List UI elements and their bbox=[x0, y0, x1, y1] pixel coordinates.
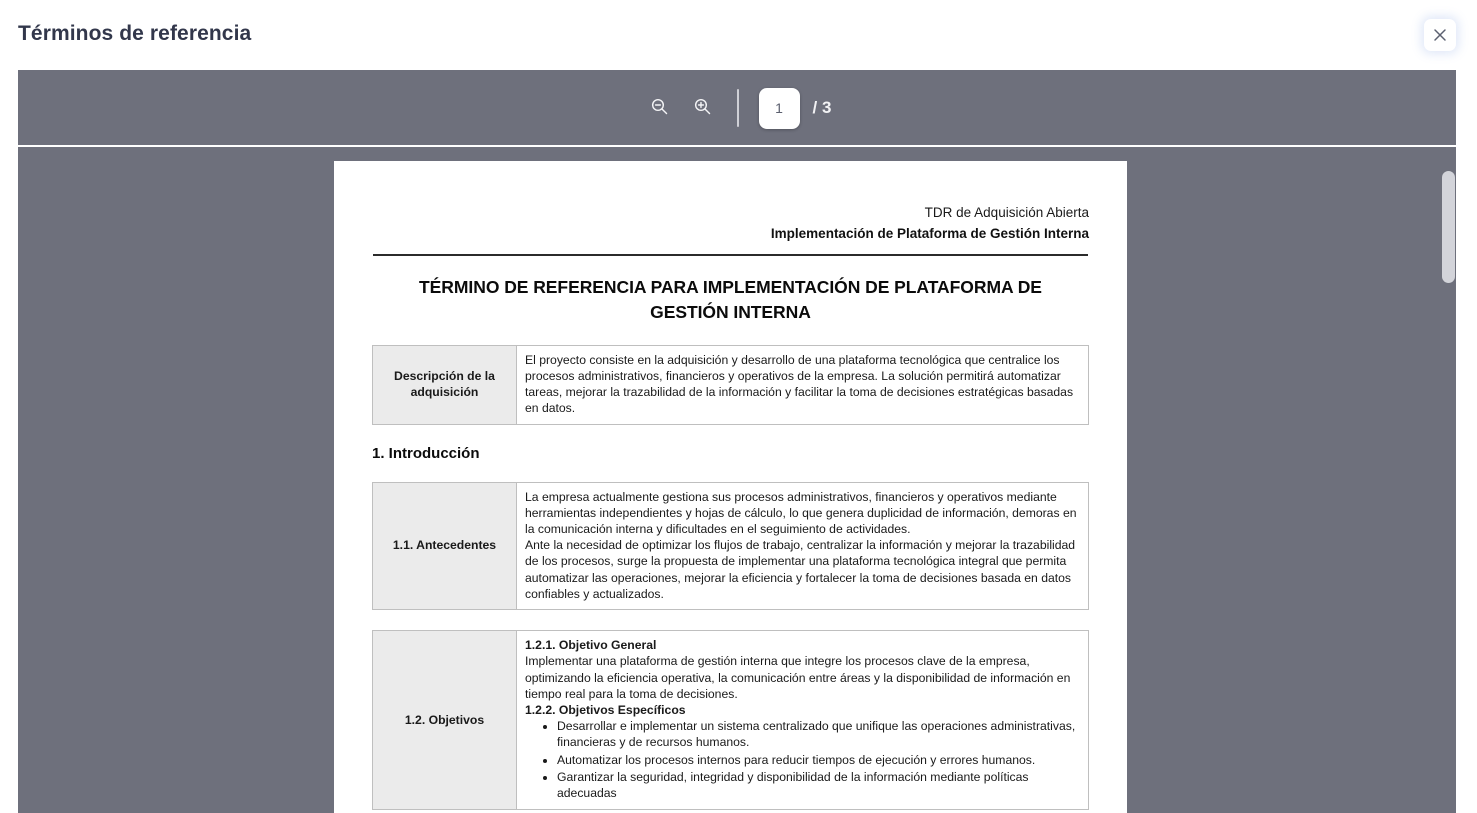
table-row-label: Descripción de la adquisición bbox=[373, 345, 517, 424]
pdf-toolbar bbox=[18, 70, 1456, 146]
document-header-rule bbox=[373, 254, 1088, 256]
list-item: • Garantizar la seguridad, integridad y disponibilidad de la información mediante políticas adecuadas bbox=[557, 769, 1080, 801]
objetivo-general-text: Implementar una plataforma de gestión interna que integre los procesos clave de la empresa, optimizando la eficiencia operativa, la comunicación entre áreas y la disponibilidad de información en tiempo real para la toma de decisiones. bbox=[525, 654, 1071, 701]
section-heading-introduccion: 1. Introducción bbox=[372, 444, 480, 462]
document-scroll-area[interactable] bbox=[18, 147, 1456, 813]
table-row bbox=[373, 482, 1089, 610]
zoom-out-button[interactable] bbox=[643, 91, 677, 125]
table-row-body: El proyecto consiste en la adquisición y desarrollo de una plataforma tecnológica que centralice los procesos administrativos, financieros y operativos de la empresa. La solución permitirá automatizar tareas, mejorar la trazabilidad de la información y facilitar la toma de decisiones estratégicas basadas en datos. bbox=[517, 345, 1089, 424]
scrollbar-thumb[interactable] bbox=[1442, 171, 1455, 283]
document-header-subtitle: TDR de Adquisición Abierta bbox=[924, 205, 1089, 220]
objetivos-especificos-list bbox=[545, 718, 1080, 801]
objetivos-table bbox=[372, 630, 1089, 810]
objetivos-body bbox=[517, 631, 1089, 810]
zoom-in-icon bbox=[693, 97, 712, 119]
antecedentes-paragraph-2: Ante la necesidad de optimizar los flujos de trabajo, centralizar la información y mejorar la trazabilidad de los procesos, surge la propuesta de implementar una plataforma tecnológica integral que permita automatizar las operaciones, mejorar la eficiencia y fortalecer la toma de decisiones basada en datos confiables y actualizados. bbox=[525, 538, 1076, 601]
close-icon bbox=[1433, 28, 1447, 42]
table-row bbox=[373, 631, 1089, 810]
descripcion-table bbox=[372, 345, 1089, 425]
table-row bbox=[373, 345, 1089, 424]
antecedentes-body bbox=[517, 482, 1089, 610]
antecedentes-label: 1.1. Antecedentes bbox=[373, 482, 517, 610]
vertical-scrollbar[interactable] bbox=[1440, 147, 1456, 813]
antecedentes-paragraph-1: La empresa actualmente gestiona sus procesos administrativos, financieros y operativos mediante herramientas independientes y hojas de cálculo, lo que genera duplicidad de información, demoras en la comunicación interna y dificultades en el seguimiento de actividades. bbox=[525, 489, 1077, 536]
page-title: Términos de referencia bbox=[18, 22, 252, 45]
list-item: • Desarrollar e implementar un sistema centralizado que unifique las operaciones administrativas, financieras y de recursos humanos. bbox=[557, 718, 1080, 750]
pdf-viewer bbox=[18, 70, 1456, 813]
page-total-label: / 3 bbox=[812, 98, 832, 117]
document-header-title: Implementación de Plataforma de Gestión Interna bbox=[770, 226, 1089, 241]
objetivos-label: 1.2. Objetivos bbox=[373, 631, 517, 810]
antecedentes-table bbox=[372, 482, 1089, 611]
toolbar-divider bbox=[737, 89, 739, 127]
page-number-input[interactable] bbox=[759, 88, 800, 129]
document-page bbox=[334, 161, 1127, 813]
zoom-in-button[interactable] bbox=[686, 91, 720, 125]
objetivo-general-heading: 1.2.1. Objetivo General bbox=[525, 638, 657, 653]
list-item: • Automatizar los procesos internos para reducir tiempos de ejecución y errores humanos. bbox=[557, 752, 1080, 768]
objetivos-especificos-heading: 1.2.2. Objetivos Específicos bbox=[525, 702, 686, 717]
zoom-out-icon bbox=[650, 97, 669, 119]
close-button[interactable] bbox=[1424, 19, 1456, 51]
document-main-title: TÉRMINO DE REFERENCIA PARA IMPLEMENTACIÓN DE PLATAFORMA DE GESTIÓN INTERNA bbox=[419, 277, 1042, 322]
modal-header bbox=[0, 0, 1477, 70]
